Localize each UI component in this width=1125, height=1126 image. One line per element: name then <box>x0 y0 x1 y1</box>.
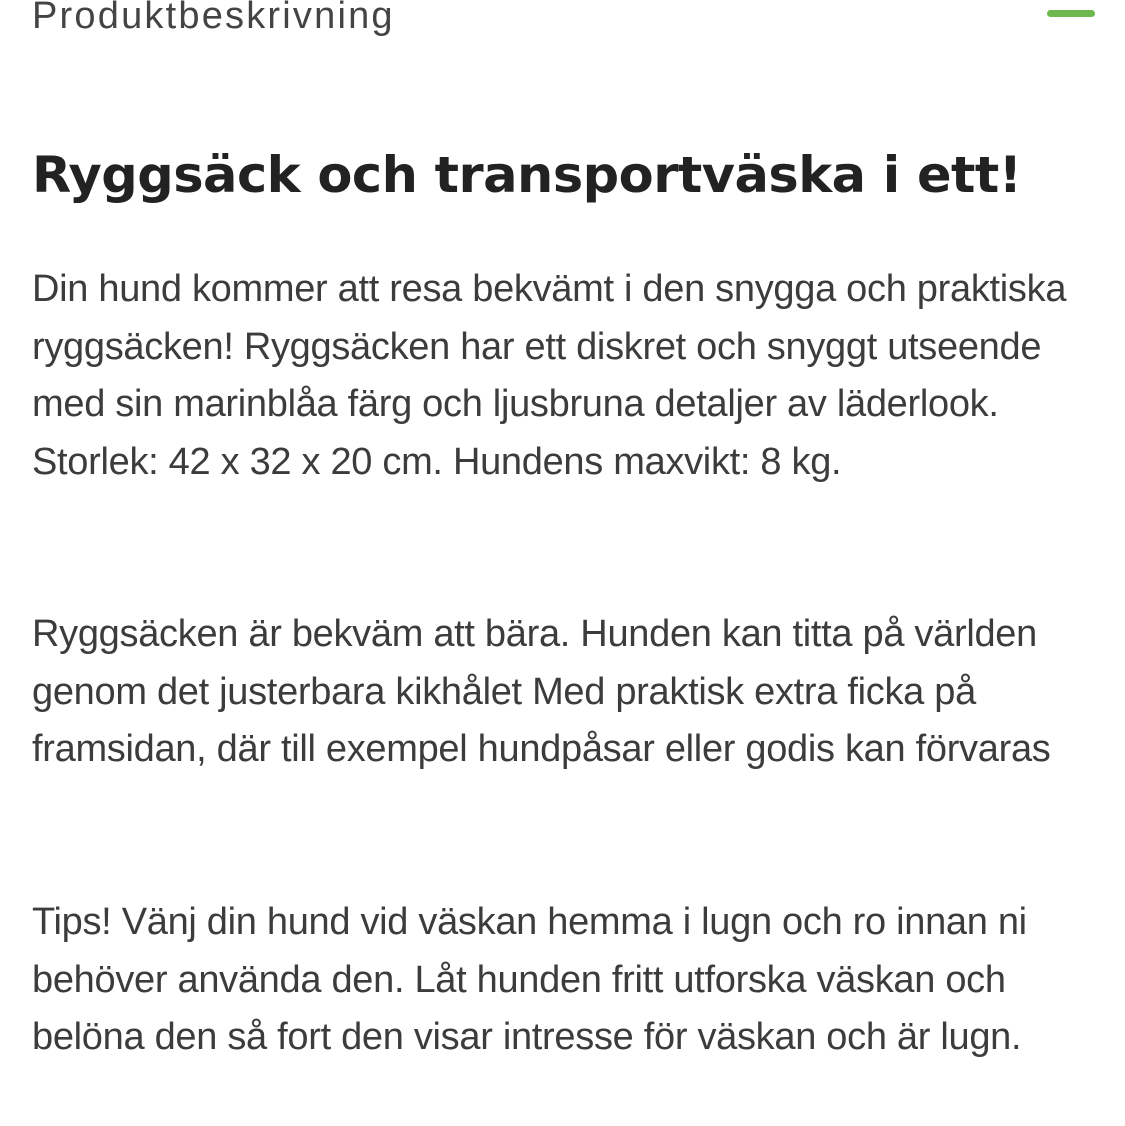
collapse-minus-icon[interactable] <box>1047 10 1095 17</box>
description-paragraph-2: Ryggsäcken är bekväm att bära. Hunden kan titta på världen genom det justerbara kikhålet Med praktisk extra ficka på framsidan, där till exempel hundpåsar eller godis kan förvaras <box>32 613 1051 770</box>
description-paragraph-3: Tips! Vänj din hund vid väskan hemma i lugn och ro innan ni behöver använda den. Låt hunden fritt utforska väskan och belöna den så fort den visar intresse för väskan och är lugn. <box>32 901 1027 1058</box>
description-headline: Ryggsäck och transportväska i ett! <box>32 146 1022 204</box>
description-paragraph-1: Din hund kommer att resa bekvämt i den snygga och praktiska ryggsäcken! Ryggsäcken har ett diskret och snyggt utseende med sin marinblåa färg och ljusbruna detaljer av läderlook. Storlek: 42 x 32 x 20 cm. Hundens maxvikt: 8 kg. <box>32 268 1067 483</box>
product-description-accordion-header[interactable] <box>0 0 1125 60</box>
section-title: Produktbeskrivning <box>32 0 395 37</box>
product-description-content <box>32 140 1102 1058</box>
